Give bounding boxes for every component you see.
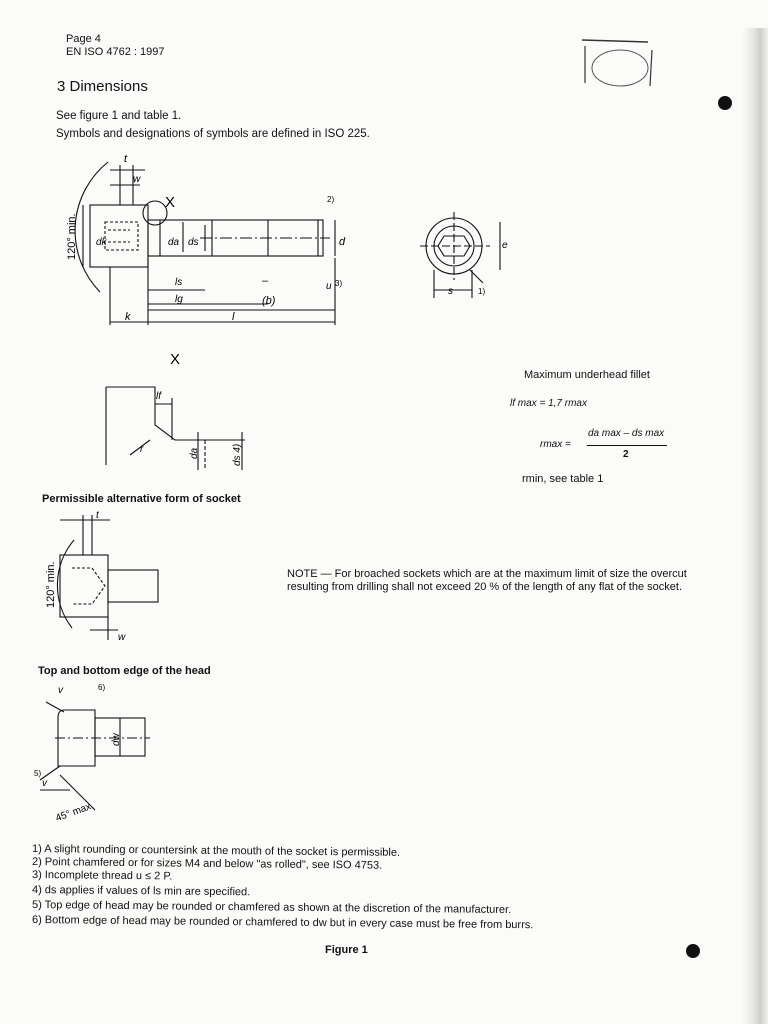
angle-label-main: 120° min. <box>66 213 78 260</box>
detail-title: X <box>170 351 181 368</box>
edge-v-bottom: v <box>42 778 47 789</box>
edge-head-label: Top and bottom edge of the head <box>38 665 211 677</box>
intro-line-2: Symbols and designations of symbols are defined in ISO 225. <box>56 128 370 140</box>
edge-dw: dw <box>111 733 122 746</box>
alt-w: w <box>118 632 126 643</box>
alt-angle: 120° min. <box>45 561 57 608</box>
edge-note-5: 5) <box>34 769 42 778</box>
label-e: e <box>502 240 508 251</box>
label-s: s <box>448 286 453 297</box>
fillet-rmin: rmin, see table 1 <box>522 473 604 485</box>
edge-v-top: v <box>58 685 63 696</box>
label-X: X <box>165 194 176 211</box>
intro-line-1: See figure 1 and table 1. <box>56 110 182 122</box>
fillet-formula-2-den: 2 <box>623 449 629 460</box>
section-title: 3 Dimensions <box>57 78 148 95</box>
edge-note-6: 6) <box>98 683 106 692</box>
note-1: 1) <box>478 287 486 296</box>
footnote-1: 1) A slight rounding or countersink at the mouth of the socket is permissible. <box>31 843 401 859</box>
label-w: w <box>133 174 141 185</box>
note-3: 3) <box>335 279 343 288</box>
label-k: k <box>125 311 131 323</box>
label-ls: ls <box>175 277 183 288</box>
label-t: t <box>124 153 128 165</box>
footnote-4: 4) ds applies if values of ls min are specified. <box>31 884 251 899</box>
footnote-5: 5) Top edge of head may be rounded or chamfered as shown at the discretion of the manufacturer. <box>31 899 512 917</box>
detail-da: da <box>189 447 200 459</box>
label-b: (b) <box>262 295 276 307</box>
page-number: Page 4 <box>66 33 101 45</box>
standard-number: EN ISO 4762 : 1997 <box>66 46 165 58</box>
label-ds: ds <box>188 237 199 248</box>
alt-socket-label: Permissible alternative form of socket <box>42 493 241 505</box>
label-dash: – <box>262 275 269 287</box>
footnote-3: 3) Incomplete thread u ≤ 2 P. <box>31 869 173 883</box>
detail-r: r <box>140 444 144 455</box>
fillet-formula-2-num: da max – ds max <box>588 428 665 439</box>
fillet-heading: Maximum underhead fillet <box>524 369 650 381</box>
detail-lf: lf <box>156 391 161 402</box>
figure-caption: Figure 1 <box>325 944 368 956</box>
edge-angle: 45° max. <box>54 800 96 825</box>
fillet-formula-1: lf max = 1,7 rmax <box>510 398 587 409</box>
label-lg: lg <box>175 294 183 305</box>
label-u: u <box>326 281 332 292</box>
label-l: l <box>232 311 235 323</box>
note-2: 2) <box>327 195 335 204</box>
note-broached-sockets: NOTE — For broached sockets which are at the maximum limit of size the overcut resulting from drilling shall not exceed 20 % of the length of any flat of the socket. <box>287 568 687 593</box>
label-dk: dk <box>96 237 107 248</box>
detail-ds: ds 4) <box>232 443 243 466</box>
label-da: da <box>168 237 180 248</box>
fillet-formula-2-lhs: rmax = <box>540 439 571 450</box>
footnote-2: 2) Point chamfered or for sizes M4 and below "as rolled", see ISO 4753. <box>31 856 383 872</box>
footnote-6: 6) Bottom edge of head may be rounded or chamfered to dw but in every case must be free from burrs. <box>31 914 534 932</box>
label-d: d <box>339 236 346 248</box>
alt-t: t <box>96 510 99 521</box>
